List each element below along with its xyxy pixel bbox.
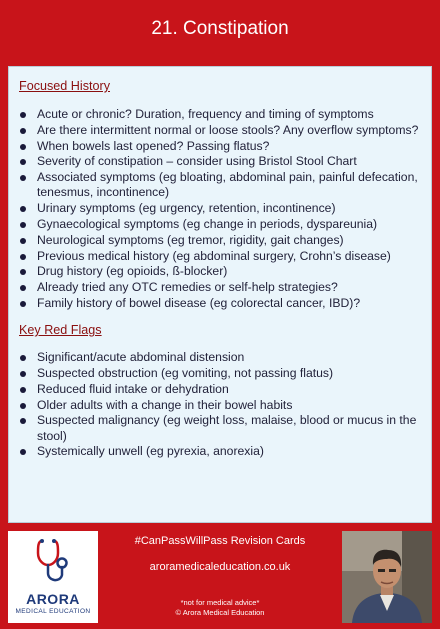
- list-item: Neurological symptoms (eg tremor, rigidity, gait changes): [19, 233, 423, 248]
- list-item: Severity of constipation – consider using Bristol Stool Chart: [19, 154, 423, 169]
- list-item: Gynaecological symptoms (eg change in periods, dyspareunia): [19, 217, 423, 232]
- list-item: Systemically unwell (eg pyrexia, anorexia): [19, 444, 423, 459]
- author-photo: [342, 531, 432, 623]
- list-item: Suspected malignancy (eg weight loss, malaise, blood or mucus in the stool): [19, 413, 423, 443]
- list-item: Drug history (eg opioids, ß-blocker): [19, 264, 423, 279]
- card-title: 21. Constipation: [151, 18, 289, 39]
- list-item: Suspected obstruction (eg vomiting, not passing flatus): [19, 366, 423, 381]
- list-item: When bowels last opened? Passing flatus?: [19, 139, 423, 154]
- section-heading-key-red-flags: Key Red Flags: [19, 323, 102, 338]
- arora-logo: [8, 531, 98, 623]
- red-flags-list: [19, 350, 423, 459]
- logo-subtitle: MEDICAL EDUCATION: [15, 608, 91, 615]
- list-item: Urinary symptoms (eg urgency, retention, incontinence): [19, 201, 423, 216]
- section-heading-focused-history: Focused History: [19, 79, 110, 93]
- list-item: Acute or chronic? Duration, frequency and timing of symptoms: [19, 107, 423, 122]
- copyright-text: © Arora Medical Education: [175, 608, 265, 617]
- stethoscope-icon: [36, 537, 70, 589]
- list-item: Associated symptoms (eg bloating, abdominal pain, painful defecation, tenesmus, incontinence): [19, 170, 423, 200]
- list-item: Already tried any OTC remedies or self-help strategies?: [19, 280, 423, 295]
- list-item: Are there intermittent normal or loose stools? Any overflow symptoms?: [19, 123, 423, 138]
- history-list: [19, 107, 423, 311]
- logo-name: ARORA: [26, 591, 80, 607]
- list-item: Older adults with a change in their bowel habits: [19, 398, 423, 413]
- list-item: Reduced fluid intake or dehydration: [19, 382, 423, 397]
- list-item: Family history of bowel disease (eg colorectal cancer, IBD)?: [19, 296, 423, 311]
- content-card: [8, 66, 432, 523]
- website-link[interactable]: aroramedicaleducation.co.uk: [149, 561, 291, 573]
- list-item: Previous medical history (eg abdominal surgery, Crohn’s disease): [19, 249, 423, 264]
- list-item: Significant/acute abdominal distension: [19, 350, 423, 365]
- hashtag-text: #CanPassWillPass Revision Cards: [134, 535, 306, 547]
- footer: [0, 523, 440, 629]
- disclaimer-text: *not for medical advice*: [180, 598, 260, 607]
